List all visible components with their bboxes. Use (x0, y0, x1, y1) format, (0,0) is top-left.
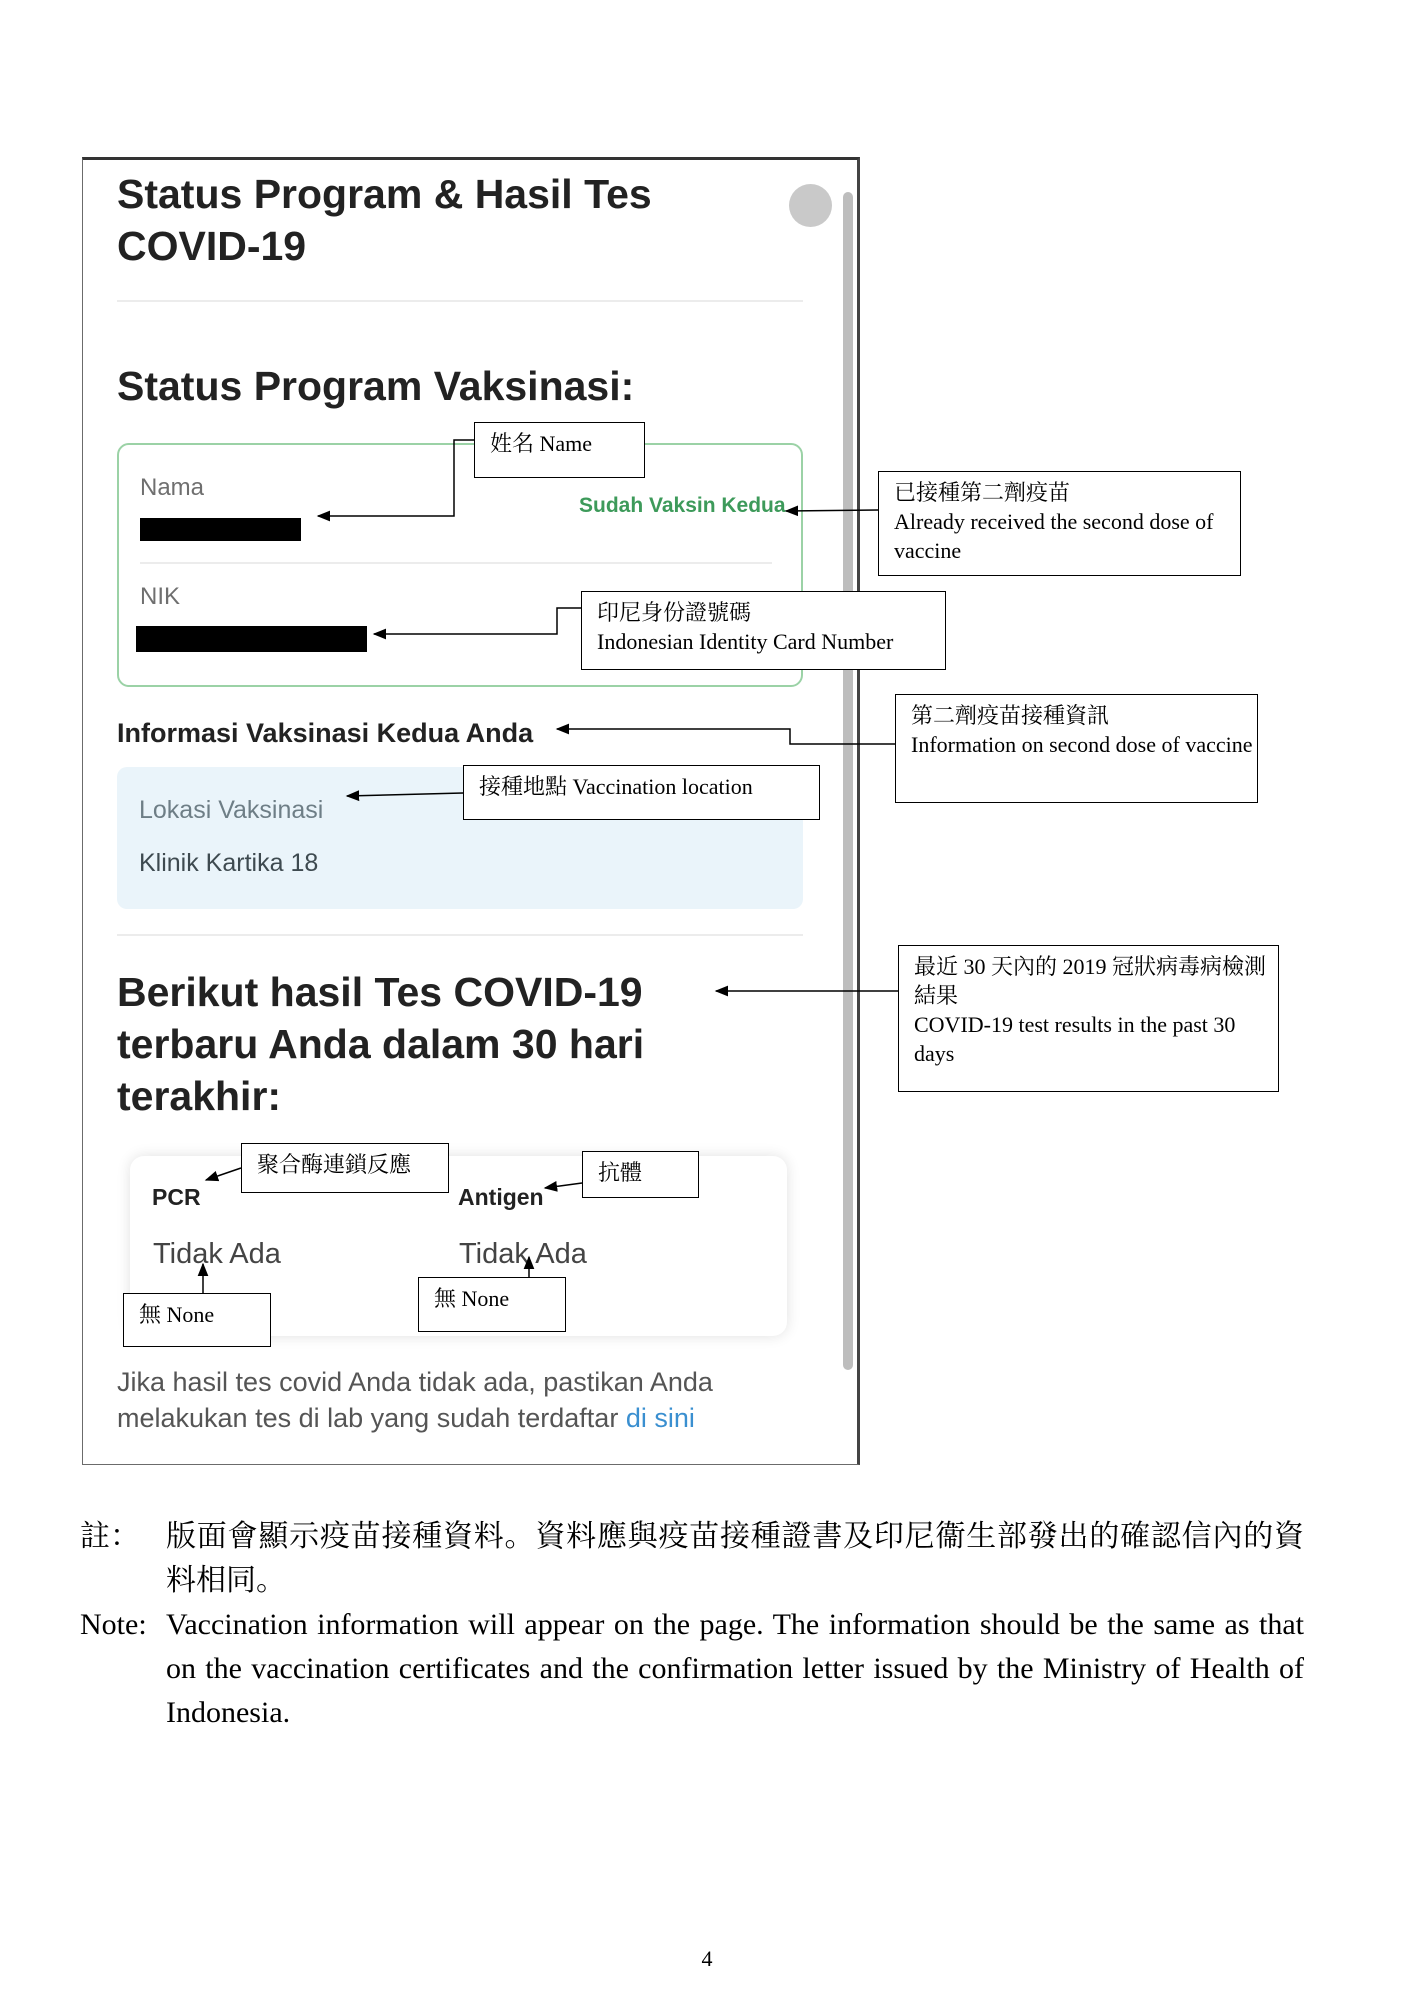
location-callout-text: 接種地點 Vaccination location (479, 774, 753, 799)
antibody-callout-text: 抗體 (598, 1160, 643, 1185)
second-dose-info-heading: Informasi Vaksinasi Kedua Anda (117, 718, 534, 748)
note-zh-label: 註： (80, 1520, 140, 1553)
note-block (80, 1515, 1304, 1735)
name-arrow (318, 440, 474, 516)
antigen-value: Tidak Ada (459, 1238, 587, 1270)
pcr-none-text: 無 None (139, 1302, 215, 1327)
pcr-label: PCR (152, 1184, 201, 1210)
second-dose-arrow (786, 510, 878, 511)
page-title: Status Program & Hasil Tes COVID-19 (117, 171, 652, 269)
pcr-value: Tidak Ada (153, 1238, 281, 1270)
test-results-en: COVID-19 test results in the past 30 days (914, 1012, 1236, 1066)
antigen-label: Antigen (458, 1184, 544, 1210)
pcr-arrow (206, 1168, 241, 1180)
page-number: 4 (701, 1946, 713, 1971)
footer-message: Jika hasil tes covid Anda tidak ada, pastikan Anda melakukan tes di lab yang sudah terdaftar (117, 1367, 713, 1433)
location-arrow (347, 793, 463, 796)
note-en-text: Vaccination information will appear on the page. The information should be the same as that on the vaccination certificates and the confirmation letter issued by the Ministry of Health of Indonesia. (166, 1608, 1304, 1729)
id-card-zh: 印尼身份證號碼 (597, 600, 752, 625)
dose-info-arrow (557, 729, 895, 744)
name-callout-text: 姓名 Name (490, 431, 593, 456)
antibody-arrow (545, 1183, 582, 1188)
dose-info-en: Information on second dose of vaccine (911, 732, 1253, 757)
location-label: Lokasi Vaksinasi (139, 796, 324, 824)
id-card-en: Indonesian Identity Card Number (597, 629, 894, 654)
note-en-label: Note: (80, 1608, 147, 1641)
note-zh-text: 版面會顯示疫苗接種資料。資料應與疫苗接種證書及印尼衞生部發出的確認信內的資料相同。 (166, 1520, 1304, 1597)
test-results-zh: 最近 30 天內的 2019 冠狀病毒病檢測結果 (914, 954, 1267, 1008)
second-dose-en: Already received the second dose of vaccine (894, 509, 1214, 563)
location-value: Klinik Kartika 18 (139, 849, 319, 877)
register-lab-link[interactable]: di sini (625, 1403, 695, 1433)
second-dose-zh: 已接種第二劑疫苗 (894, 480, 1071, 505)
covid-results-heading: Berikut hasil Tes COVID-19 terbaru Anda dalam 30 hari terakhir: (117, 969, 645, 1119)
nik-label: NIK (140, 583, 181, 610)
dose-info-zh: 第二劑疫苗接種資訊 (911, 703, 1110, 728)
name-label: Nama (140, 474, 205, 501)
vaccination-status-heading: Status Program Vaksinasi: (117, 363, 635, 409)
pcr-callout-text: 聚合酶連鎖反應 (257, 1152, 412, 1177)
id-card-arrow (374, 608, 581, 634)
antigen-none-text: 無 None (434, 1286, 510, 1311)
vaccine-status-badge: Sudah Vaksin Kedua (579, 494, 786, 517)
